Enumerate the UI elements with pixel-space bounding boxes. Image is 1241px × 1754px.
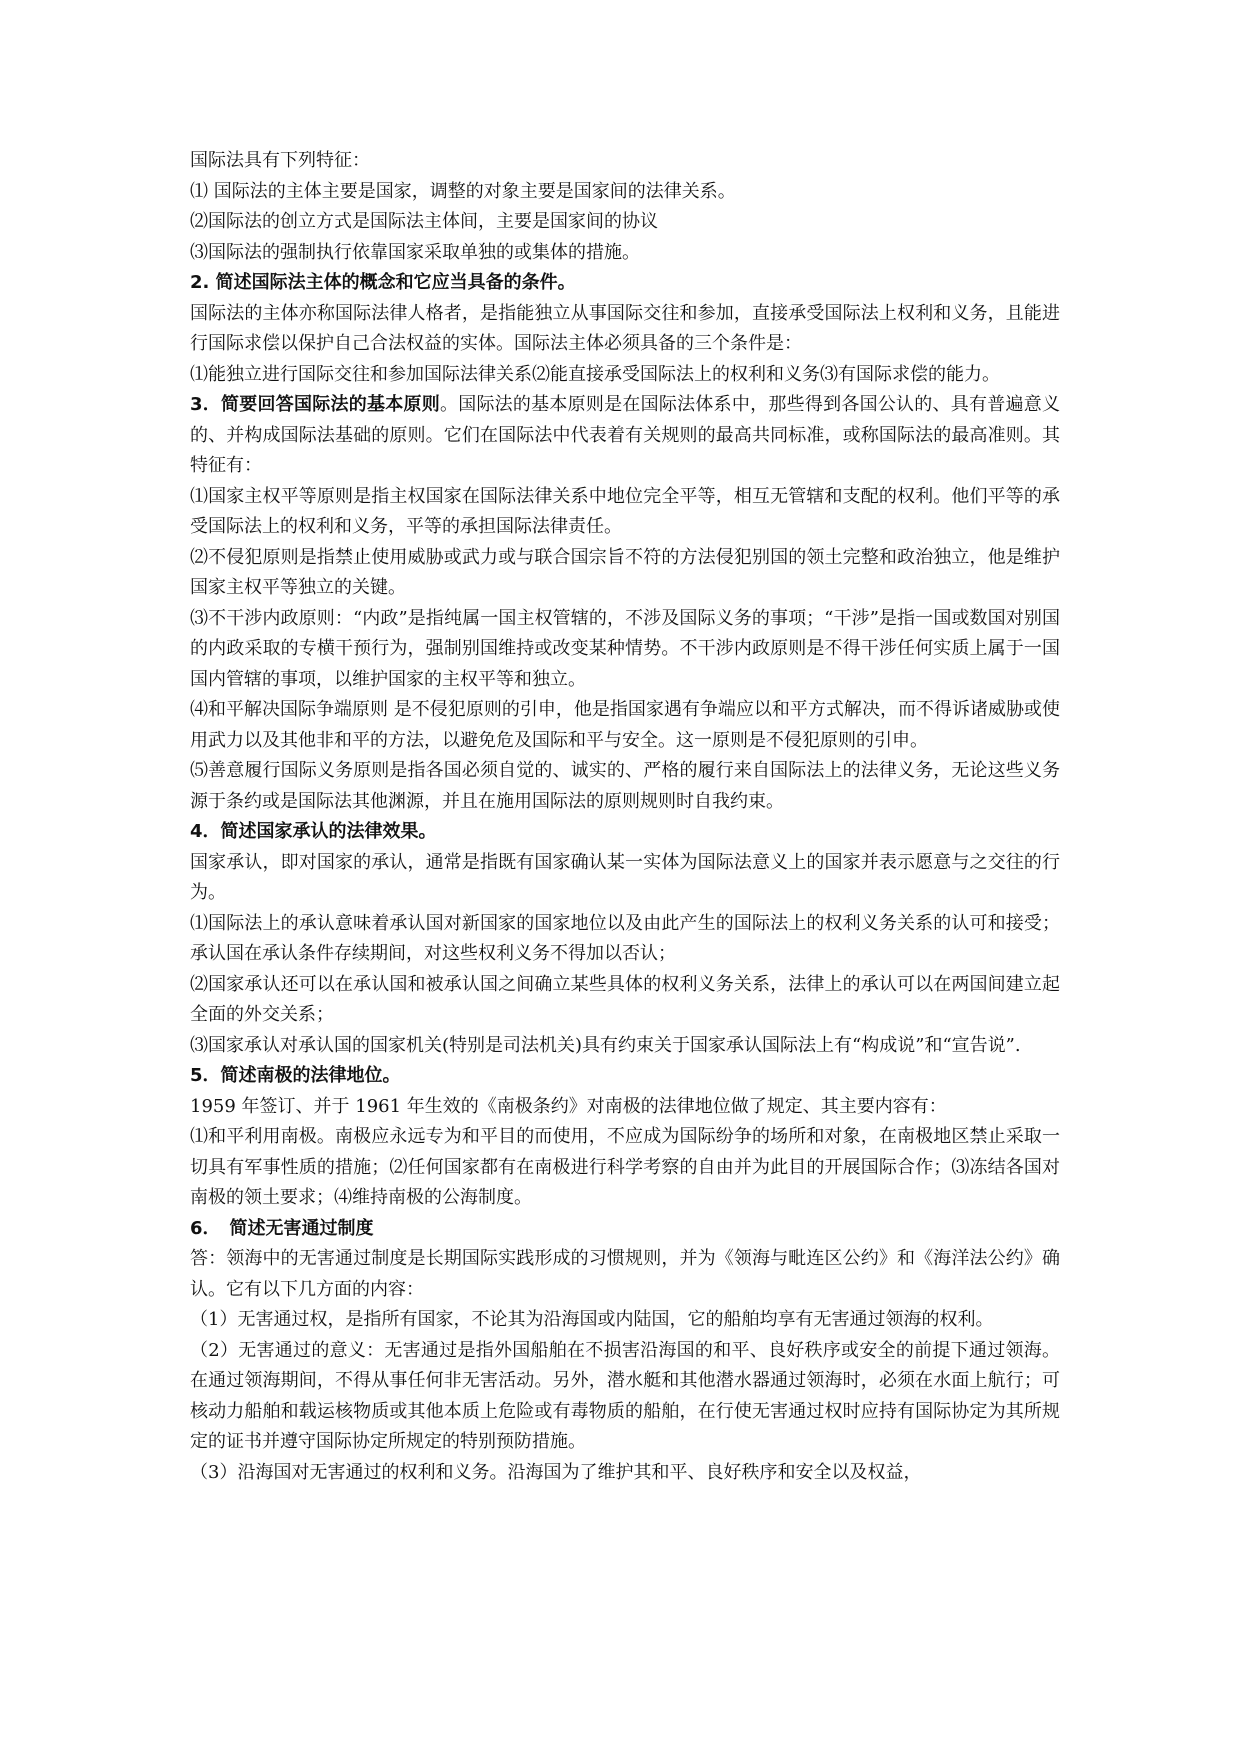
section-2-item-1: ⑴能独立进行国际交往和参加国际法律关系⑵能直接承受国际法上的权利和义务⑶有国际求偿的能力。 — [190, 363, 1000, 385]
section-6-item-3: （3）沿海国对无害通过的权利和义务。沿海国为了维护其和平、良好秩序和安全以及权益， — [190, 1461, 922, 1483]
section-3-item-4: ⑷和平解决国际争端原则 是不侵犯原则的引申，他是指国家遇有争端应以和平方式解决，而不得诉诸威胁或使用武力以及其他非和平的方法，以避免危及国际和平与安全。这一原则是不侵犯原则的引申。 — [190, 699, 1060, 751]
section-2-heading: 2. 简述国际法主体的概念和它应当具备的条件。 — [190, 272, 576, 293]
section-3-body: 。国际法的基本原则是在国际法体系中，那些得到各国公认的、具有普遍意义的、并构成国际法基础的原则。它们在国际法中代表着有关规则的最高共同标准，或称国际法的最高准则。其特征有： — [190, 394, 1061, 476]
section-6-item-1: （1）无害通过权，是指所有国家，不论其为沿海国或内陆国，它的船舶均享有无害通过领海的权利。 — [190, 1309, 994, 1330]
intro-item-1: ⑴ 国际法的主体主要是国家，调整的对象主要是国家间的法律关系。 — [190, 180, 736, 202]
section-3-item-5: ⑸善意履行国际义务原则是指各国必须自觉的、诚实的、严格的履行来自国际法上的法律义务，无论这些义务源于条约或是国际法其他渊源，并且在施用国际法的原则规则时自我约束。 — [190, 760, 1060, 812]
intro-item-3: ⑶国际法的强制执行依靠国家采取单独的或集体的措施。 — [190, 241, 640, 263]
document-page — [190, 146, 1060, 1488]
section-4-item-3: ⑶国家承认对承认国的国家机关(特别是司法机关)具有约束关于国家承认国际法上有“构成说”和“宣告说”. — [190, 1034, 1021, 1056]
section-6-body: 答：领海中的无害通过制度是长期国际实践形成的习惯规则，并为《领海与毗连区公约》和《海洋法公约》确认。它有以下几方面的内容： — [190, 1248, 1060, 1300]
section-4-item-1: ⑴国际法上的承认意味着承认国对新国家的国家地位以及由此产生的国际法上的权利义务关系的认可和接受；承认国在承认条件存续期间，对这些权利义务不得加以否认； — [190, 912, 1060, 964]
section-4-body: 国家承认，即对国家的承认，通常是指既有国家确认某一实体为国际法意义上的国家并表示愿意与之交往的行为。 — [190, 851, 1060, 903]
section-6-heading: 6． 简述无害通过制度 — [190, 1217, 374, 1239]
section-3-heading: 3．简要回答国际法的基本原则 — [190, 394, 440, 415]
section-5-heading: 5．简述南极的法律地位。 — [190, 1065, 401, 1086]
section-5-body: 1959 年签订、并于 1961 年生效的《南极条约》对南极的法律地位做了规定、其主要内容有： — [190, 1095, 947, 1117]
intro-item-2: ⑵国际法的创立方式是国际法主体间，主要是国家间的协议 — [190, 211, 658, 232]
section-3-item-1: ⑴国家主权平等原则是指主权国家在国际法律关系中地位完全平等，相互无管辖和支配的权利。他们平等的承受国际法上的权利和义务，平等的承担国际法律责任。 — [190, 485, 1060, 537]
section-3-paragraph — [190, 390, 1060, 482]
section-5-item-1: ⑴和平利用南极。南极应永远专为和平目的而使用，不应成为国际纷争的场所和对象，在南极地区禁止采取一切具有军事性质的措施；⑵任何国家都有在南极进行科学考察的自由并为此目的开展国际合作；⑶冻结各国对南极的领土要求；⑷维持南极的公海制度。 — [190, 1126, 1060, 1208]
section-3-item-3: ⑶不干涉内政原则：“内政”是指纯属一国主权管辖的，不涉及国际义务的事项；“干涉”是指一国或数国对别国的内政采取的专横干预行为，强制别国维持或改变某种情势。不干涉内政原则是不得干涉任何实质上属于一国国内管辖的事项，以维护国家的主权平等和独立。 — [190, 607, 1060, 690]
section-4-heading: 4．简述国家承认的法律效果。 — [190, 821, 437, 842]
section-4-item-2: ⑵国家承认还可以在承认国和被承认国之间确立某些具体的权利义务关系，法律上的承认可以在两国间建立起全面的外交关系； — [190, 973, 1060, 1025]
section-6-item-2: （2）无害通过的意义：无害通过是指外国船舶在不损害沿海国的和平、良好秩序或安全的前提下通过领海。在通过领海期间，不得从事任何非无害活动。另外，潜水艇和其他潜水器通过领海时，必须在水面上航行；可核动力船舶和载运核物质或其他本质上危险或有毒物质的船舶，在行使无害通过权时应持有国际协定为其所规定的证书并遵守国际协定所规定的特别预防措施。 — [190, 1339, 1060, 1452]
section-3-item-2: ⑵不侵犯原则是指禁止使用威胁或武力或与联合国宗旨不符的方法侵犯别国的领土完整和政治独立，他是维护国家主权平等独立的关键。 — [190, 546, 1060, 598]
section-2-body: 国际法的主体亦称国际法律人格者，是指能独立从事国际交往和参加，直接承受国际法上权利和义务，且能进行国际求偿以保护自己合法权益的实体。国际法主体必须具备的三个条件是： — [190, 302, 1060, 354]
intro-title: 国际法具有下列特征： — [190, 150, 370, 171]
